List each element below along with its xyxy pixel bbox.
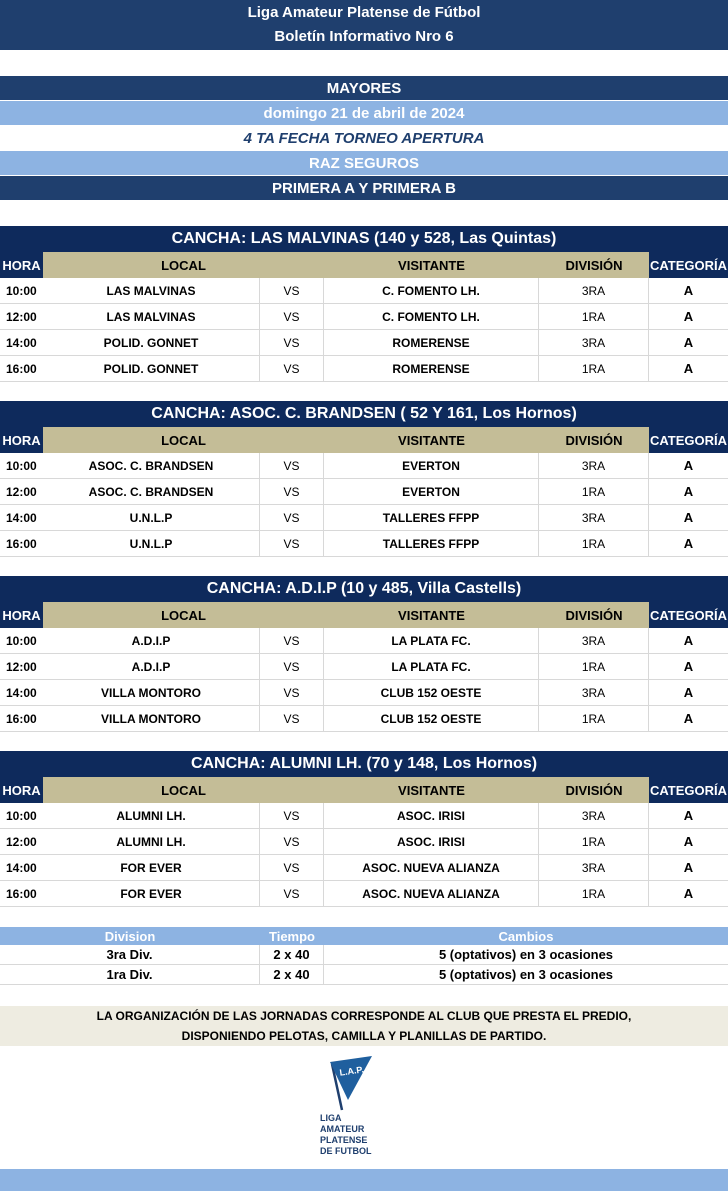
match-visitante: EVERTON bbox=[324, 479, 539, 504]
match-categoria: A bbox=[683, 536, 694, 551]
column-header-row bbox=[0, 427, 728, 453]
match-hora: 10:00 bbox=[6, 633, 37, 648]
match-local: FOR EVER bbox=[43, 881, 260, 906]
match-hora: 12:00 bbox=[6, 834, 37, 849]
match-local: POLID. GONNET bbox=[43, 330, 260, 355]
times-tiempo: 2 x 40 bbox=[260, 945, 324, 964]
cancha-title: CANCHA: A.D.I.P (10 y 485, Villa Castells) bbox=[0, 576, 728, 602]
col-local: LOCAL bbox=[43, 777, 324, 803]
match-visitante: LA PLATA FC. bbox=[324, 628, 539, 653]
match-vs: VS bbox=[260, 881, 324, 906]
col-visitante: VISITANTE bbox=[324, 602, 539, 628]
col-local: LOCAL bbox=[43, 602, 324, 628]
match-vs: VS bbox=[260, 453, 324, 478]
match-vs: VS bbox=[260, 330, 324, 355]
match-hora: 10:00 bbox=[6, 283, 37, 298]
match-row bbox=[0, 479, 728, 505]
match-vs: VS bbox=[260, 680, 324, 705]
match-vs: VS bbox=[260, 829, 324, 854]
match-visitante: CLUB 152 OESTE bbox=[324, 706, 539, 731]
times-header-division: Division bbox=[104, 928, 156, 944]
match-vs: VS bbox=[260, 304, 324, 329]
times-row bbox=[0, 965, 728, 985]
match-row bbox=[0, 304, 728, 330]
col-local: LOCAL bbox=[43, 427, 324, 453]
cancha-title: CANCHA: ALUMNI LH. (70 y 148, Los Hornos) bbox=[0, 751, 728, 777]
match-visitante: ROMERENSE bbox=[324, 330, 539, 355]
match-division: 3RA bbox=[539, 855, 649, 880]
match-categoria: A bbox=[683, 335, 694, 350]
col-visitante: VISITANTE bbox=[324, 777, 539, 803]
match-row bbox=[0, 680, 728, 706]
times-cambios: 5 (optativos) en 3 ocasiones bbox=[438, 947, 614, 962]
times-header-tiempo: Tiempo bbox=[269, 928, 315, 944]
match-visitante: ROMERENSE bbox=[324, 356, 539, 381]
match-row bbox=[0, 278, 728, 304]
match-categoria: A bbox=[683, 633, 694, 648]
match-row bbox=[0, 803, 728, 829]
date-title: domingo 21 de abril de 2024 bbox=[0, 101, 728, 125]
footer-bar bbox=[0, 1169, 728, 1191]
times-cambios: 5 (optativos) en 3 ocasiones bbox=[438, 967, 614, 982]
match-row bbox=[0, 330, 728, 356]
logo-line: PLATENSE bbox=[320, 1135, 368, 1145]
match-hora: 12:00 bbox=[6, 309, 37, 324]
times-header-cambios: Cambios bbox=[498, 928, 554, 944]
match-division: 3RA bbox=[539, 505, 649, 530]
match-row bbox=[0, 855, 728, 881]
match-categoria: A bbox=[683, 685, 694, 700]
column-header-row bbox=[0, 777, 728, 803]
match-visitante: ASOC. IRISI bbox=[324, 829, 539, 854]
match-vs: VS bbox=[260, 479, 324, 504]
match-categoria: A bbox=[683, 361, 694, 376]
match-categoria: A bbox=[683, 808, 694, 823]
match-division: 1RA bbox=[539, 479, 649, 504]
match-visitante: C. FOMENTO LH. bbox=[324, 278, 539, 303]
times-division: 1ra Div. bbox=[0, 965, 260, 984]
col-local: LOCAL bbox=[43, 252, 324, 278]
cancha-block bbox=[0, 226, 728, 382]
match-local: ASOC. C. BRANDSEN bbox=[43, 479, 260, 504]
col-visitante: VISITANTE bbox=[324, 252, 539, 278]
match-division: 3RA bbox=[539, 278, 649, 303]
match-categoria: A bbox=[683, 659, 694, 674]
match-vs: VS bbox=[260, 628, 324, 653]
match-vs: VS bbox=[260, 278, 324, 303]
col-division: DIVISIÓN bbox=[539, 602, 649, 628]
col-hora: HORA bbox=[0, 777, 43, 803]
note-line-2: DISPONIENDO PELOTAS, CAMILLA Y PLANILLAS DE PARTIDO. bbox=[181, 1029, 547, 1043]
column-header-row bbox=[0, 602, 728, 628]
match-categoria: A bbox=[683, 510, 694, 525]
match-hora: 12:00 bbox=[6, 484, 37, 499]
note-line-1: LA ORGANIZACIÓN DE LAS JORNADAS CORRESPONDE AL CLUB QUE PRESTA EL PREDIO, bbox=[96, 1009, 632, 1023]
col-categoria: CATEGORÍA bbox=[649, 602, 728, 628]
match-local: ALUMNI LH. bbox=[43, 803, 260, 828]
match-row bbox=[0, 505, 728, 531]
match-division: 1RA bbox=[539, 881, 649, 906]
match-row bbox=[0, 881, 728, 907]
match-categoria: A bbox=[683, 458, 694, 473]
league-title: Liga Amateur Platense de Fútbol bbox=[247, 4, 481, 21]
match-division: 1RA bbox=[539, 531, 649, 556]
col-division: DIVISIÓN bbox=[539, 777, 649, 803]
match-categoria: A bbox=[683, 834, 694, 849]
times-table bbox=[0, 927, 728, 985]
match-vs: VS bbox=[260, 654, 324, 679]
match-visitante: CLUB 152 OESTE bbox=[324, 680, 539, 705]
match-row bbox=[0, 829, 728, 855]
match-division: 3RA bbox=[539, 680, 649, 705]
cancha-block bbox=[0, 751, 728, 907]
times-table-header bbox=[0, 927, 728, 945]
match-categoria: A bbox=[683, 886, 694, 901]
match-hora: 10:00 bbox=[6, 808, 37, 823]
col-division: DIVISIÓN bbox=[539, 427, 649, 453]
col-categoria: CATEGORÍA bbox=[649, 427, 728, 453]
cancha-title: CANCHA: ASOC. C. BRANDSEN ( 52 Y 161, Los Hornos) bbox=[0, 401, 728, 427]
match-division: 1RA bbox=[539, 654, 649, 679]
match-hora: 16:00 bbox=[6, 361, 37, 376]
match-visitante: ASOC. NUEVA ALIANZA bbox=[324, 881, 539, 906]
logo-caption bbox=[320, 1113, 372, 1157]
col-hora: HORA bbox=[0, 252, 43, 278]
match-visitante: LA PLATA FC. bbox=[324, 654, 539, 679]
column-header-row bbox=[0, 252, 728, 278]
match-vs: VS bbox=[260, 803, 324, 828]
match-local: POLID. GONNET bbox=[43, 356, 260, 381]
bulletin-number: Boletín Informativo Nro 6 bbox=[274, 28, 454, 45]
match-local: U.N.L.P bbox=[43, 531, 260, 556]
col-division: DIVISIÓN bbox=[539, 252, 649, 278]
match-local: VILLA MONTORO bbox=[43, 680, 260, 705]
logo-line: AMATEUR bbox=[320, 1124, 365, 1134]
match-row bbox=[0, 628, 728, 654]
col-hora: HORA bbox=[0, 427, 43, 453]
match-row bbox=[0, 356, 728, 382]
match-visitante: TALLERES FFPP bbox=[324, 505, 539, 530]
match-row bbox=[0, 453, 728, 479]
match-hora: 16:00 bbox=[6, 711, 37, 726]
match-hora: 10:00 bbox=[6, 458, 37, 473]
match-hora: 14:00 bbox=[6, 510, 37, 525]
organization-note bbox=[0, 1006, 728, 1046]
match-hora: 14:00 bbox=[6, 860, 37, 875]
match-division: 3RA bbox=[539, 330, 649, 355]
match-local: U.N.L.P bbox=[43, 505, 260, 530]
bulletin-header bbox=[0, 0, 728, 50]
match-vs: VS bbox=[260, 855, 324, 880]
fecha-title: 4 TA FECHA TORNEO APERTURA bbox=[0, 126, 728, 150]
match-local: A.D.I.P bbox=[43, 628, 260, 653]
match-division: 3RA bbox=[539, 453, 649, 478]
match-local: A.D.I.P bbox=[43, 654, 260, 679]
match-division: 1RA bbox=[539, 356, 649, 381]
times-division: 3ra Div. bbox=[0, 945, 260, 964]
division-title: PRIMERA A Y PRIMERA B bbox=[0, 176, 728, 200]
match-local: LAS MALVINAS bbox=[43, 304, 260, 329]
category-title: MAYORES bbox=[0, 76, 728, 100]
logo-line: DE FUTBOL bbox=[320, 1146, 372, 1156]
logo-line: LIGA bbox=[320, 1113, 342, 1123]
match-visitante: TALLERES FFPP bbox=[324, 531, 539, 556]
match-visitante: C. FOMENTO LH. bbox=[324, 304, 539, 329]
match-vs: VS bbox=[260, 356, 324, 381]
match-hora: 14:00 bbox=[6, 335, 37, 350]
match-local: FOR EVER bbox=[43, 855, 260, 880]
cancha-block bbox=[0, 576, 728, 732]
col-visitante: VISITANTE bbox=[324, 427, 539, 453]
cancha-block bbox=[0, 401, 728, 557]
match-categoria: A bbox=[683, 860, 694, 875]
match-hora: 14:00 bbox=[6, 685, 37, 700]
match-row bbox=[0, 531, 728, 557]
match-visitante: EVERTON bbox=[324, 453, 539, 478]
flag-text: L.A.P. bbox=[338, 1064, 365, 1078]
col-hora: HORA bbox=[0, 602, 43, 628]
match-hora: 16:00 bbox=[6, 886, 37, 901]
match-local: VILLA MONTORO bbox=[43, 706, 260, 731]
times-row bbox=[0, 945, 728, 965]
match-division: 3RA bbox=[539, 628, 649, 653]
match-division: 1RA bbox=[539, 304, 649, 329]
match-hora: 12:00 bbox=[6, 659, 37, 674]
match-division: 1RA bbox=[539, 829, 649, 854]
match-visitante: ASOC. IRISI bbox=[324, 803, 539, 828]
match-categoria: A bbox=[683, 283, 694, 298]
match-categoria: A bbox=[683, 711, 694, 726]
col-categoria: CATEGORÍA bbox=[649, 252, 728, 278]
match-local: LAS MALVINAS bbox=[43, 278, 260, 303]
match-local: ASOC. C. BRANDSEN bbox=[43, 453, 260, 478]
match-categoria: A bbox=[683, 484, 694, 499]
match-row bbox=[0, 706, 728, 732]
match-local: ALUMNI LH. bbox=[43, 829, 260, 854]
match-row bbox=[0, 654, 728, 680]
match-visitante: ASOC. NUEVA ALIANZA bbox=[324, 855, 539, 880]
match-categoria: A bbox=[683, 309, 694, 324]
col-categoria: CATEGORÍA bbox=[649, 777, 728, 803]
match-vs: VS bbox=[260, 505, 324, 530]
cancha-title: CANCHA: LAS MALVINAS (140 y 528, Las Quintas) bbox=[0, 226, 728, 252]
match-division: 1RA bbox=[539, 706, 649, 731]
sponsor-title: RAZ SEGUROS bbox=[0, 151, 728, 175]
match-vs: VS bbox=[260, 706, 324, 731]
times-tiempo: 2 x 40 bbox=[260, 965, 324, 984]
match-division: 3RA bbox=[539, 803, 649, 828]
match-vs: VS bbox=[260, 531, 324, 556]
match-hora: 16:00 bbox=[6, 536, 37, 551]
